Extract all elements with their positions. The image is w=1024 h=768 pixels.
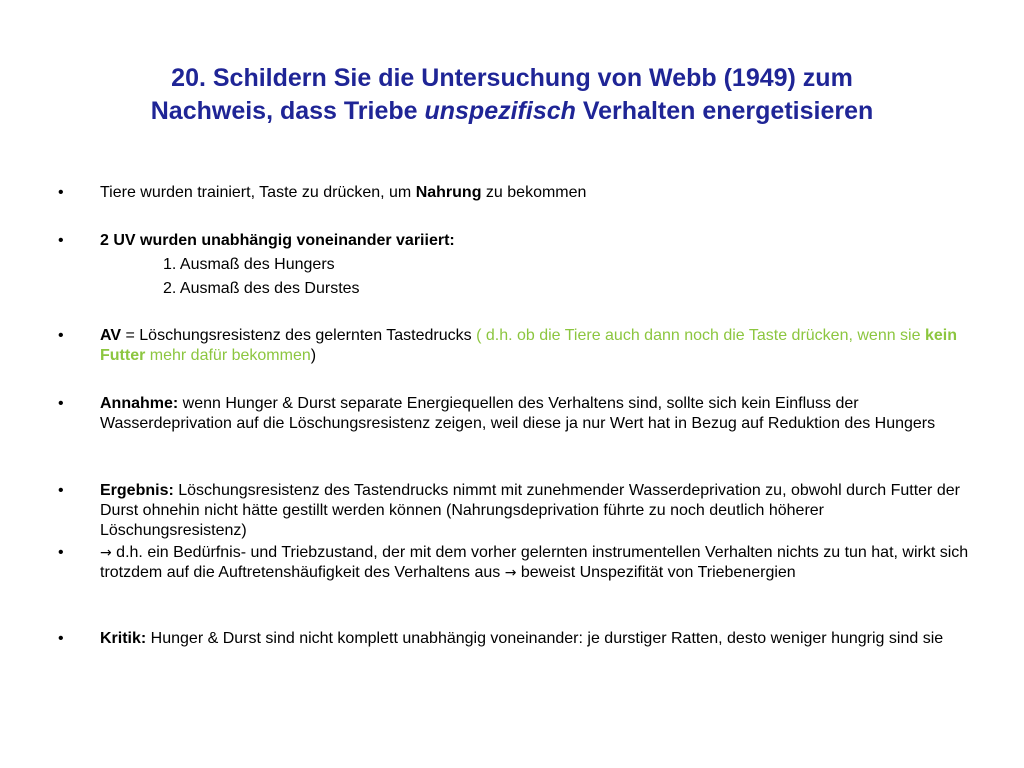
bold-term: Nahrung xyxy=(415,184,482,201)
text-run: d.h. ein Bedürfnis- und Triebzustand, der mit dem vorher gelernten instrumentellen Verhalten nichts zu tun hat, wirkt sich trotzdem auf die Auftretenshäufigkeit des Verhaltens aus xyxy=(100,544,969,581)
bullet-text xyxy=(100,326,970,366)
bullet-text xyxy=(100,629,970,649)
sub-item-hunger: 1. Ausmaß des Hungers xyxy=(163,256,335,273)
bold-term: Ergebnis: xyxy=(100,482,174,499)
text-run: beweist Unspezifität von Triebenergien xyxy=(516,564,796,581)
bullet-dot: • xyxy=(58,327,64,344)
arrow-right-icon: → xyxy=(504,565,517,581)
arrow-right-icon: → xyxy=(100,545,112,561)
text-run: Tiere wurden trainiert, Taste zu drücken, um xyxy=(100,184,416,201)
text-run: = Löschungsresistenz des gelernten Tastedrucks xyxy=(121,327,472,344)
title-line-2-end: Verhalten energetisieren xyxy=(575,97,874,125)
green-note: mehr dafür bekommen xyxy=(145,347,311,364)
bullet-text: 2 UV wurden unabhängig voneinander variiert: xyxy=(100,232,455,249)
bold-term: Annahme: xyxy=(100,395,179,412)
bullet-dot: • xyxy=(58,395,64,412)
bullet-dot: • xyxy=(58,630,64,647)
text-run: Löschungsresistenz des Tastendrucks nimmt mit zunehmender Wasserdeprivation zu, obwohl durch Futter der Durst ohnehin nicht hätte gestillt werden können (Nahrungsdeprivation führte zu noch deutlich höherer Löschungsresistenz) xyxy=(100,482,960,539)
title-line-1: 20. Schildern Sie die Untersuchung von Webb (1949) zum xyxy=(171,64,853,92)
bullet-text xyxy=(100,481,970,541)
slide-title xyxy=(40,62,984,128)
title-emphasis: unspezifisch xyxy=(424,97,576,125)
green-bold-term: kein Futter xyxy=(100,327,957,364)
bold-term: AV xyxy=(100,327,122,344)
bullet-dot: • xyxy=(58,184,64,201)
text-run: wenn Hunger & Durst separate Energiequellen des Verhaltens sind, sollte sich kein Einfluss der Wasserdeprivation auf die Löschungsresistenz zeigen, weil diese ja nur Wert hat in Bezug auf Reduktion des Hungers xyxy=(100,395,936,432)
text-run: ) xyxy=(310,347,317,364)
title-line-2-start: Nachweis, dass Triebe xyxy=(150,97,425,125)
bullet-text xyxy=(100,183,970,203)
bullet-dot: • xyxy=(58,544,64,561)
bullet-dot: • xyxy=(58,482,64,499)
bold-term: Kritik: xyxy=(100,630,147,647)
bullet-text xyxy=(100,543,970,583)
bullet-text xyxy=(100,394,970,434)
text-run: Hunger & Durst sind nicht komplett unabhängig voneinander: je durstiger Ratten, desto weniger hungrig sind sie xyxy=(146,630,944,647)
green-note: ( d.h. ob die Tiere auch dann noch die Taste drücken, wenn sie xyxy=(471,327,925,344)
sub-item-thirst: 2. Ausmaß des des Durstes xyxy=(163,280,360,297)
bullet-dot: • xyxy=(58,232,64,249)
text-run: zu bekommen xyxy=(481,184,587,201)
